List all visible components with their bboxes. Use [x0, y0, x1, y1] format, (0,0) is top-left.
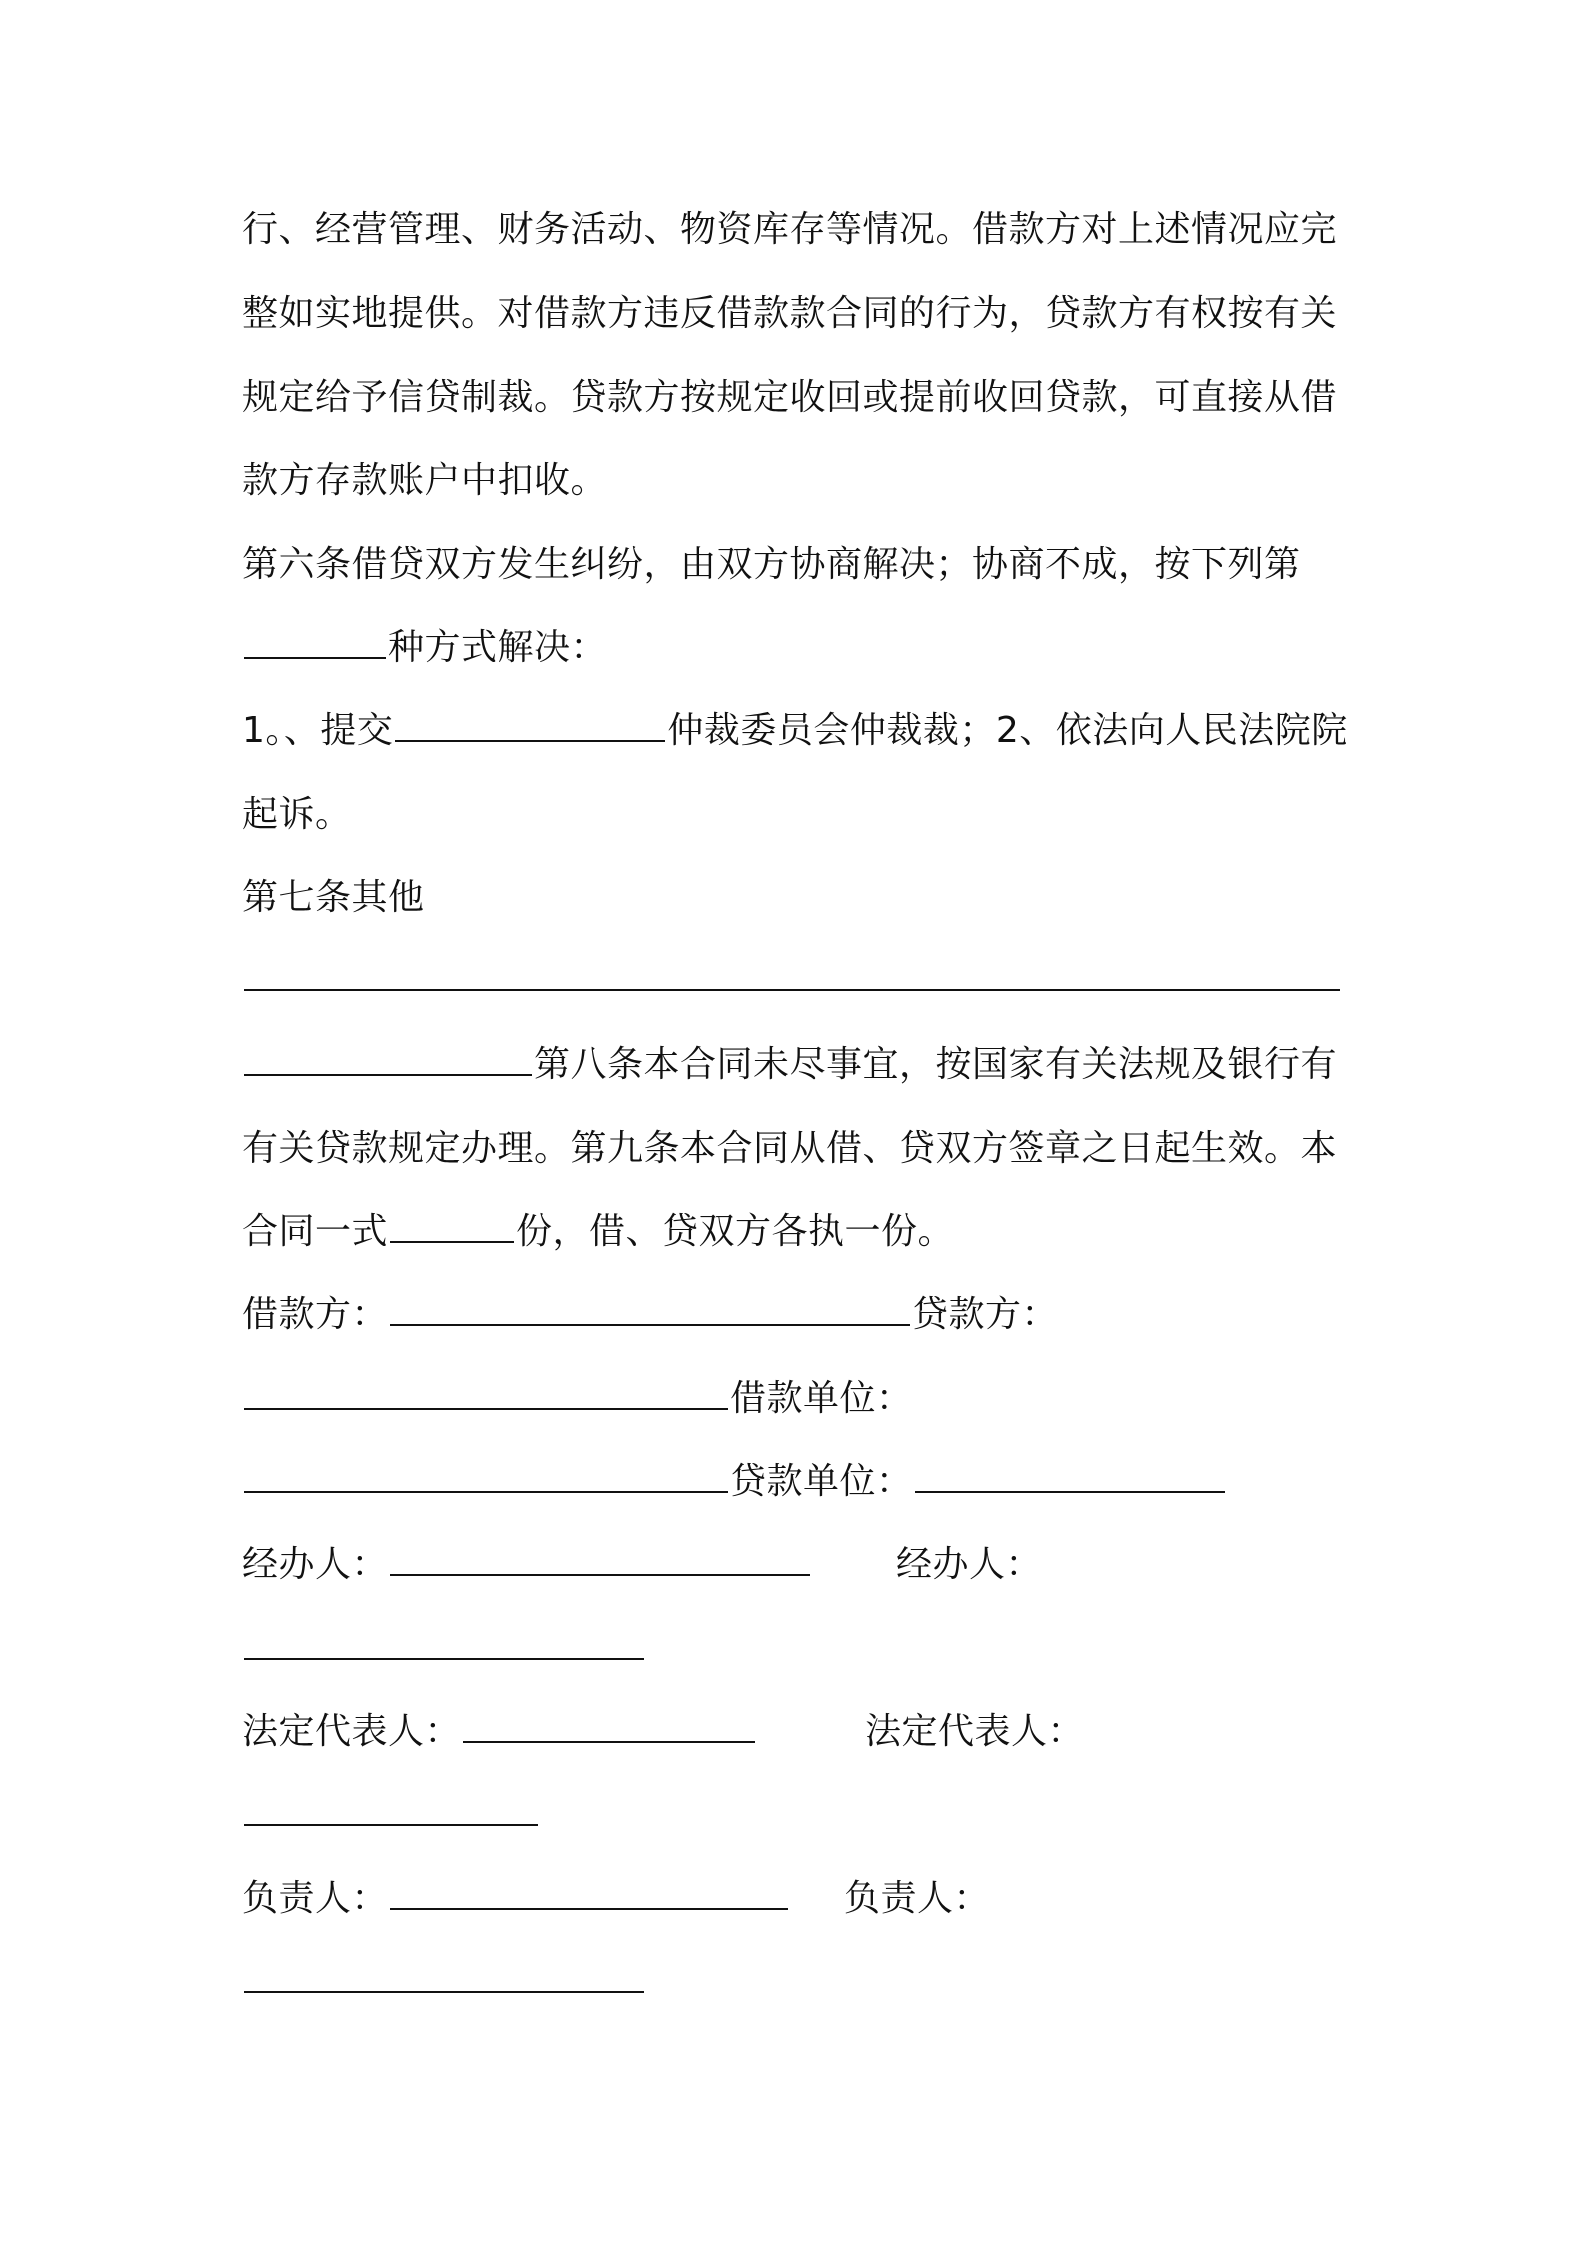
text-segment: 1。、提交 [242, 710, 394, 751]
body-line-4 [242, 456, 607, 506]
article-6-line-1 [242, 540, 1301, 590]
text-segment: 第七条其他 [242, 877, 425, 918]
handler-label: 经办人： [242, 1544, 389, 1585]
article-6-line-4 [242, 790, 352, 840]
blank-legal-rep-2 [244, 1820, 538, 1826]
blank-borrower [390, 1320, 910, 1326]
handler-label-2: 经办人： [896, 1544, 1043, 1585]
signature-borrower-unit-line [242, 1374, 913, 1424]
lender-unit-label: 贷款单位： [730, 1461, 913, 1502]
text-segment: 起诉。 [242, 794, 352, 835]
signature-responsible-blank-line [242, 1957, 646, 2007]
body-line-1 [242, 205, 1337, 255]
blank-handler-2 [244, 1654, 644, 1660]
article-6-line-3 [242, 706, 1348, 756]
article-6-line-2 [242, 623, 607, 673]
signature-legal-rep-line [242, 1707, 1084, 1757]
article-8-line-1 [242, 1040, 1337, 1090]
borrower-label: 借款方： [242, 1294, 389, 1335]
responsible-label-2: 负责人： [844, 1878, 991, 1919]
responsible-label: 负责人： [242, 1878, 389, 1919]
text-segment: 种方式解决： [388, 627, 608, 668]
blank-copies [390, 1237, 514, 1243]
text-segment: 有关贷款规定办理。第九条本合同从借、贷双方签章之日起生效。本 [242, 1128, 1338, 1169]
blank-legal-rep [463, 1737, 755, 1743]
text-segment: 款方存款账户中扣收。 [242, 460, 608, 501]
borrower-unit-label: 借款单位： [730, 1378, 913, 1419]
body-line-3 [242, 373, 1337, 423]
article-9-line [242, 1207, 954, 1257]
text-segment: 整如实地提供。对借款方违反借款款合同的行为，贷款方有权按有关 [242, 293, 1338, 334]
blank-lender-unit [915, 1487, 1225, 1493]
text-segment: 第六条借贷双方发生纠纷，由双方协商解决；协商不成，按下列第 [242, 544, 1301, 585]
signature-borrower-line [242, 1290, 1058, 1340]
legal-rep-label: 法定代表人： [242, 1711, 462, 1752]
signature-responsible-line [242, 1874, 990, 1924]
blank-responsible-2 [244, 1987, 644, 1993]
blank-handler [390, 1570, 810, 1576]
legal-rep-label-2: 法定代表人： [865, 1711, 1085, 1752]
blank-other-terms [244, 985, 1340, 991]
text-segment: 合同一式 [242, 1211, 389, 1252]
lender-label: 贷款方： [912, 1294, 1059, 1335]
article-8-line-2 [242, 1124, 1337, 1174]
blank-other-terms-end [244, 1070, 532, 1076]
signature-handler-blank-line [242, 1624, 646, 1674]
blank-responsible [390, 1904, 788, 1910]
text-segment: 行、经营管理、财务活动、物资库存等情况。借款方对上述情况应完 [242, 209, 1338, 250]
blank-borrower-unit [244, 1487, 728, 1493]
blank-lender [244, 1404, 728, 1410]
text-segment: 仲裁委员会仲裁裁；2、依法向人民法院院 [667, 710, 1348, 751]
signature-legal-rep-blank-line [242, 1790, 540, 1840]
body-line-2 [242, 289, 1337, 339]
signature-handler-line [242, 1540, 1042, 1590]
article-7-title [242, 873, 425, 923]
article-7-blank-line [242, 955, 1342, 1005]
blank-dispute-method [244, 653, 386, 659]
blank-arbitration-committee [395, 736, 665, 742]
signature-lender-unit-line [242, 1457, 1227, 1507]
text-segment: 份，借、贷双方各执一份。 [516, 1211, 955, 1252]
text-segment: 规定给予信贷制裁。贷款方按规定收回或提前收回贷款，可直接从借 [242, 377, 1338, 418]
text-segment: 第八条本合同未尽事宜，按国家有关法规及银行有 [534, 1044, 1338, 1085]
